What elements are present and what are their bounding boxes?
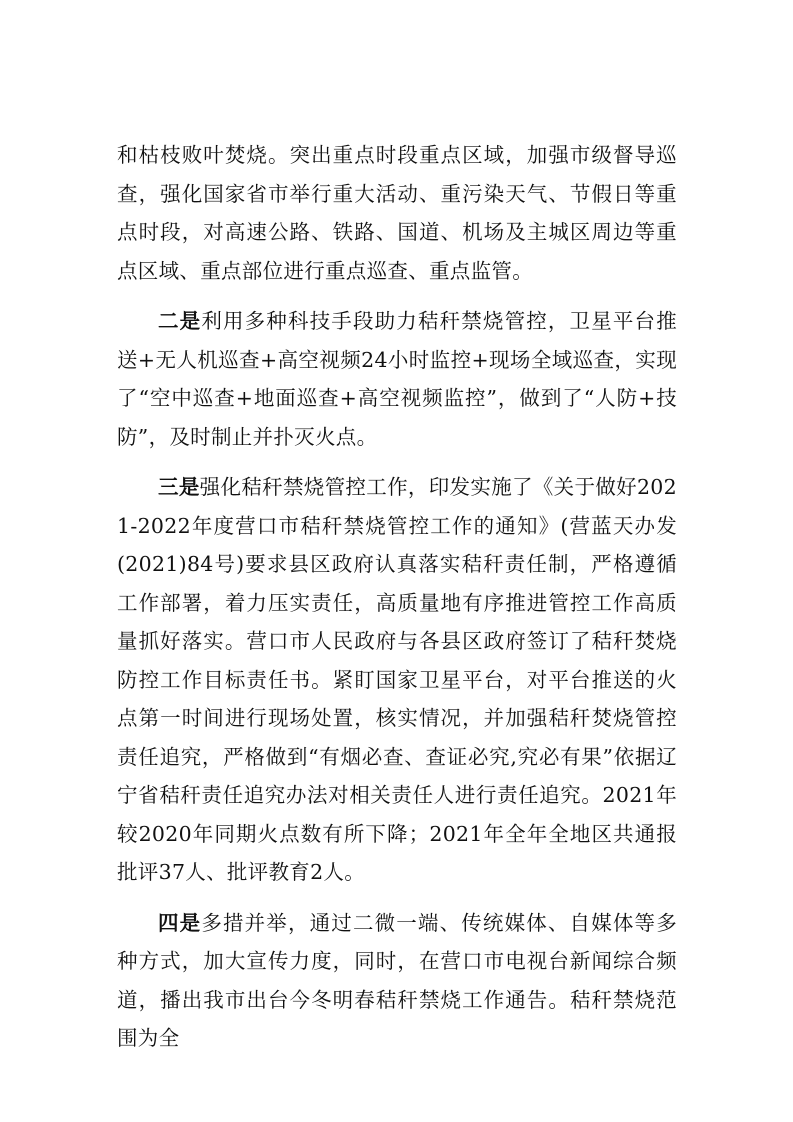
paragraph-point-three [117, 468, 677, 892]
paragraph-text: 和枯枝败叶焚烧。突出重点时段重点区域，加强市级督导巡查，强化国家省市举行重大活动、重污染天气、节假日等重点时段，对高速公路、铁路、国道、机场及主城区周边等重点区域、重点部位进行重点巡查、重点监管。 [117, 143, 677, 283]
paragraph-lead: 三是 [158, 475, 200, 499]
paragraph-lead: 二是 [158, 309, 202, 333]
paragraph-text: 利用多种科技手段助力秸秆禁烧管控，卫星平台推送+无人机巡查+高空视频24小时监控+现场全域巡查，实现了“空中巡查+地面巡查+高空视频监控”，做到了“人防+技防”，及时制止并扑灭火点。 [117, 309, 677, 449]
paragraph-text: 强化秸秆禁烧管控工作，印发实施了《关于做好2021-2022年度营口市秸秆禁烧管控工作的通知》(营蓝天办发(2021)84号)要求县区政府认真落实秸秆责任制，严格遵循工作部署，着力压实责任，高质量地有序推进管控工作高质量抓好落实。营口市人民政府与各县区政府签订了秸秆焚烧防控工作目标责任书。紧盯国家卫星平台，对平台推送的火点第一时间进行现场处置，核实情况，并加强秸秆焚烧管控责任追究，严格做到“有烟必查、查证必究,究必有果”依据辽宁省秸秆责任追究办法对相关责任人进行责任追究。2021年较2020年同期火点数有所下降；2021年全年全地区共通报批评37人、批评教育2人。 [117, 475, 677, 884]
paragraph-point-four [117, 904, 677, 1058]
paragraph-text: 多措并举，通过二微一端、传统媒体、自媒体等多种方式，加大宣传力度，同时，在营口市电视台新闻综合频道，播出我市出台今冬明春秸秆禁烧工作通告。秸秆禁烧范围为全 [117, 910, 677, 1050]
paragraph-point-two [117, 302, 677, 456]
paragraph-lead: 四是 [158, 910, 202, 935]
paragraph-continuation [117, 136, 677, 290]
